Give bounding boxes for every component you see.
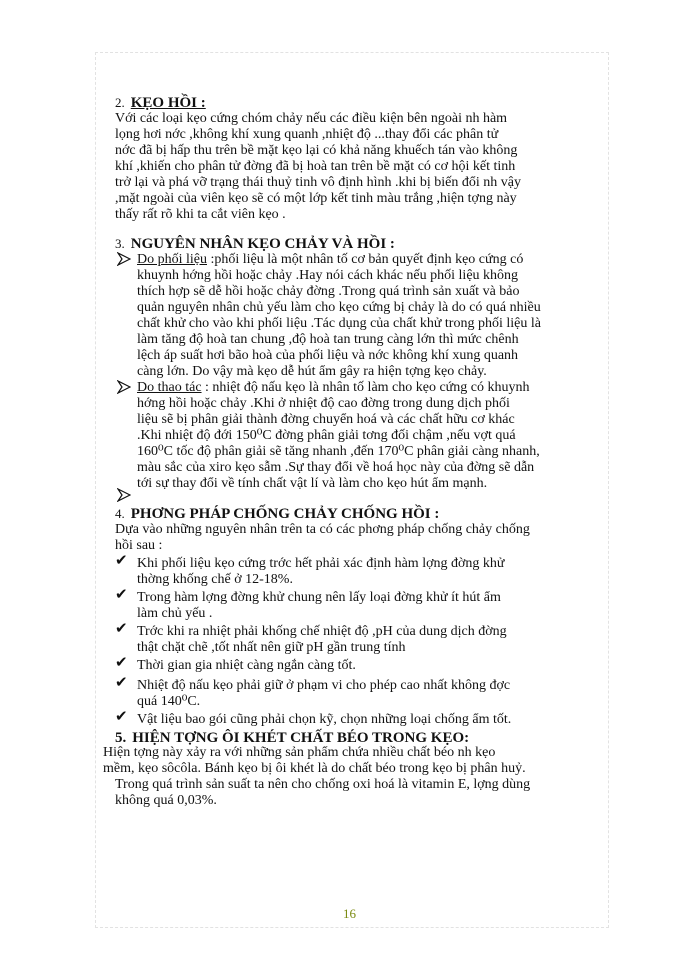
- s2-line: trở lại và phá vỡ trạng thái thuỷ tinh vô định hình .khi bị biến đổi nh vậy: [115, 175, 521, 190]
- check-icon: ✔: [115, 675, 128, 691]
- section-title: NGUYÊN NHÂN KẸO CHẢY VÀ HỒI :: [130, 236, 395, 252]
- check-icon: ✔: [115, 587, 128, 603]
- s3-item2-line: hớng hồi hoặc chảy .Khi ở nhiệt độ cao đờng trong dung dịch phối: [137, 396, 510, 411]
- check-icon: ✔: [115, 553, 128, 569]
- item-text: :phối liệu là một nhân tố cơ bản quyết định kẹo cứng có: [207, 252, 524, 267]
- section-5-heading: [115, 731, 469, 746]
- section-title: HIỆN TỢNG ÔI KHÉT CHẤT BÉO TRONG KẸO:: [132, 730, 470, 746]
- s3-item1-line: quản nguyên nhân chủ yếu làm cho kẹo cứng bị chảy là do có quá nhiều: [137, 300, 541, 315]
- section-title: KẸO HỒI :: [130, 95, 206, 111]
- s4-check-line: Trớc khi ra nhiệt phải khống chế nhiệt độ ,pH của dung dịch đờng: [137, 624, 507, 639]
- s4-check-line: thờng khống chế ở 12-18%.: [137, 572, 293, 587]
- s4-check-line: Thời gian gia nhiệt càng ngắn càng tốt.: [137, 658, 356, 673]
- s3-item2-line: 160⁰C tốc độ phân giải sẽ tăng nhanh ,đến 170⁰C phân giải càng nhanh,: [137, 444, 540, 459]
- s3-item2-line: tới sự thay đổi về tính chất vật lí và làm cho kẹo hút ẩm mạnh.: [137, 476, 488, 491]
- s4-check-line: Nhiệt độ nấu kẹo phải giữ ở phạm vi cho phép cao nhất không đợc: [137, 678, 511, 693]
- check-icon: ✔: [115, 655, 128, 671]
- s4-intro-line: hồi sau :: [115, 538, 163, 553]
- s5-line: Hiện tợng này xảy ra với những sản phẩm chứa nhiều chất béo nh kẹo: [103, 745, 496, 760]
- s3-item2-first-line: [137, 380, 530, 395]
- s3-item1-line: lệch áp suất hơi bão hoà của phối liệu và nớc không khí xung quanh: [137, 348, 519, 363]
- s4-check-line: Trong hàm lợng đờng khử chung nên lấy loại đờng khử ít hút ẩm: [137, 590, 501, 605]
- s5-line: mềm, kẹo sôcôla. Bánh kẹo bị ôi khét là do chất béo trong kẹo bị phân huỷ.: [103, 761, 526, 776]
- s2-line: Với các loại kẹo cứng chóm chảy nếu các điều kiện bên ngoài nh hàm: [115, 111, 508, 126]
- section-number: 5.: [115, 730, 127, 746]
- s4-check-line: thật chặt chẽ ,tốt nhất nên giữ pH gần trung tính: [137, 640, 406, 655]
- s2-line: khí ,khiến cho phân tử đờng đã bị hoà tan trên bề mặt có cơ hội kết tinh: [115, 159, 516, 174]
- s3-item1-line: thích hợp sẽ dễ hồi hoặc chảy đờng .Trong quá trình sản xuất và bảo: [137, 284, 520, 299]
- s2-line: thấy rất rõ khi ta cắt viên kẹo .: [115, 207, 286, 222]
- s3-item1-first-line: [137, 252, 523, 267]
- s4-check-line: quá 140⁰C.: [137, 694, 201, 709]
- section-number: 3.: [115, 236, 125, 251]
- s4-check-line: Vật liệu bao gói cũng phải chọn kỹ, chọn những loại chống ẩm tốt.: [137, 712, 512, 727]
- s3-item2-line: liệu sẽ bị phân giải thành đờng chuyển hoá và các chất hữu cơ khác: [137, 412, 515, 427]
- section-4-heading: [115, 506, 439, 522]
- section-3-heading: [115, 236, 395, 252]
- item-text: : nhiệt độ nấu kẹo là nhân tố làm cho kẹo cứng có khuynh: [201, 380, 530, 395]
- s3-item2-line: .Khi nhiệt độ đới 150⁰C đờng phân giải tơng đối chậm ,nếu vợt quá: [137, 428, 516, 443]
- s3-item1-line: càng lớn. Do vậy mà kẹo dễ hút ẩm gây ra hiện tợng kẹo chảy.: [137, 364, 487, 379]
- section-2-heading: [115, 95, 206, 111]
- s3-item1-line: khuynh hớng hồi hoặc chảy .Hay nói cách khác nếu phối liệu không: [137, 268, 519, 283]
- arrow-bullet-icon: [117, 380, 131, 394]
- check-icon: ✔: [115, 621, 128, 637]
- section-number: 4.: [115, 506, 125, 521]
- s2-line: lọng hơi nớc ,không khí xung quanh ,nhiệt độ ...thay đổi các phân tử: [115, 127, 499, 142]
- s3-item2-line: màu sắc của xiro kẹo sẫm .Sự thay đổi về hoá học này của đờng sẽ dẫn: [137, 460, 535, 475]
- section-title: PHƠNG PHÁP CHỐNG CHẢY CHỐNG HỒI :: [130, 506, 440, 522]
- s4-check-line: Khi phối liệu kẹo cứng trớc hết phải xác định hàm lợng đờng khử: [137, 556, 505, 571]
- arrow-bullet-icon: [117, 252, 131, 266]
- item-label: Do phối liệu: [137, 252, 207, 267]
- s3-item1-line: chất khử cho vào khi phối liệu .Tác dụng của chất khử trong phối liệu là: [137, 316, 541, 331]
- section-number: 2.: [115, 95, 125, 110]
- arrow-bullet-icon: [117, 488, 131, 502]
- s4-check-line: làm chủ yếu .: [137, 606, 213, 621]
- s4-intro-line: Dựa vào những nguyên nhân trên ta có các phơng pháp chống chảy chống: [115, 522, 530, 537]
- s3-item1-line: làm tăng độ hoà tan chung ,độ hoà tan trung càng lớn thì mức chênh: [137, 332, 519, 347]
- s5-line: Trong quá trình sản suất ta nên cho chống oxi hoá là vitamin E, lợng dùng: [115, 777, 531, 792]
- page-number: 16: [343, 906, 356, 921]
- s5-line: không quá 0,03%.: [115, 793, 217, 808]
- item-label: Do thao tác: [137, 380, 202, 395]
- s2-line: nớc đã bị hấp thu trên bề mặt kẹo lại có khả năng khuếch tán vào không: [115, 143, 518, 158]
- check-icon: ✔: [115, 709, 128, 725]
- s2-line: ,mặt ngoài của viên kẹo sẽ có một lớp kết tinh màu trắng ,hiện tợng này: [115, 191, 517, 206]
